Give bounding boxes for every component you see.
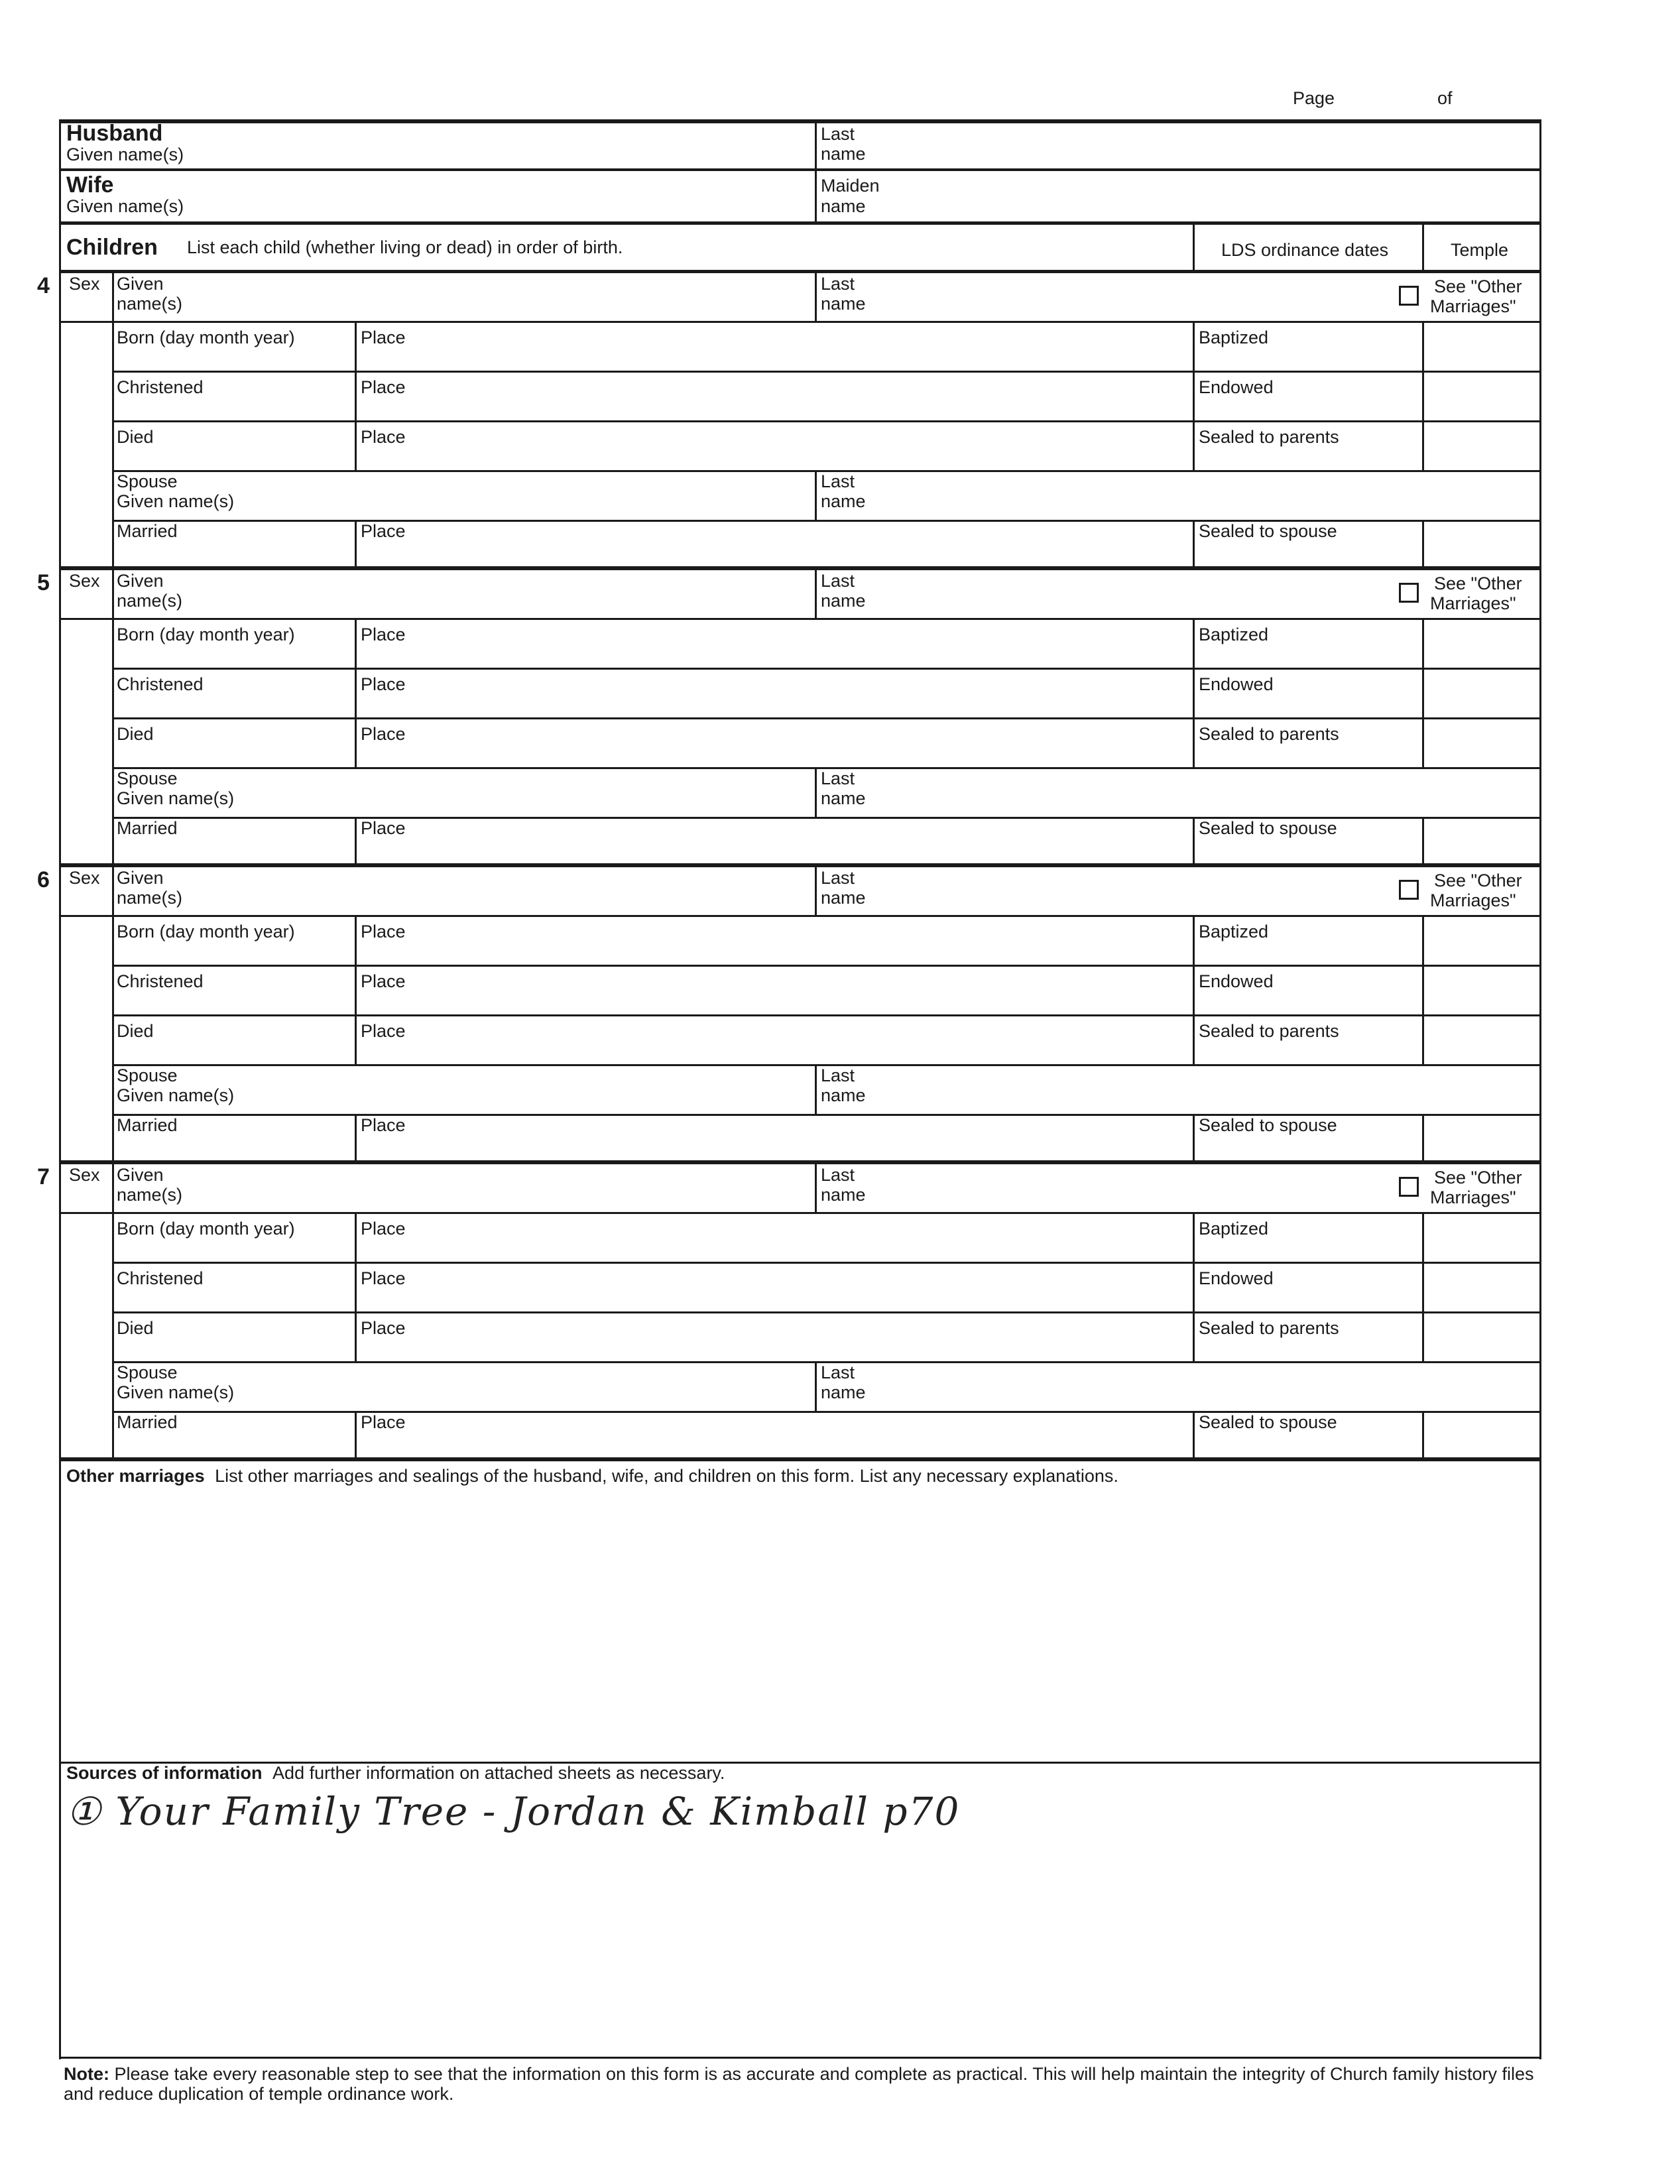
other-marriages-title: Other marriages [66, 1466, 205, 1486]
spouse-last-label: Last [821, 471, 855, 491]
spouse-last-name-field[interactable] [928, 1067, 1525, 1109]
died-place-field[interactable] [358, 447, 1187, 468]
spouse-last-label-2: name [821, 788, 866, 808]
sealed-to-spouse-temple-field[interactable] [1425, 1117, 1538, 1159]
given-label-2: name(s) [117, 294, 183, 314]
husband-given-name-field[interactable] [252, 123, 809, 168]
baptized-label: Baptized [1199, 922, 1269, 941]
spouse-last-name-field[interactable] [928, 1364, 1525, 1406]
last-label: Last [821, 274, 855, 294]
spouse-last-label-2: name [821, 1085, 866, 1105]
christened-date-field[interactable] [114, 694, 353, 715]
rule [1422, 1114, 1424, 1162]
rule [1193, 1014, 1195, 1064]
rule [1193, 668, 1195, 717]
christened-label: Christened [117, 377, 204, 397]
temple-divider [1422, 225, 1424, 271]
sealed-to-spouse-label: Sealed to spouse [1199, 1412, 1337, 1432]
rule [815, 767, 817, 817]
died-label: Died [117, 1021, 154, 1041]
note [64, 2064, 1535, 2104]
given-label: Given [117, 571, 164, 591]
place-label: Place [361, 922, 406, 941]
rule [1193, 321, 1195, 371]
spouse-label: Spouse [117, 471, 178, 491]
born-date-field[interactable] [114, 1239, 353, 1260]
other-marriages-note: See "Other [1434, 276, 1522, 296]
sex-label: Sex [69, 868, 100, 888]
sex-label: Sex [69, 274, 100, 294]
wife-given-name-field[interactable] [252, 172, 809, 220]
sealed-to-spouse-temple-field[interactable] [1425, 1414, 1538, 1456]
spouse-label: Spouse [117, 1363, 178, 1382]
sealed-to-parents-label: Sealed to parents [1199, 724, 1339, 744]
rule [1193, 1411, 1195, 1459]
married-place-field[interactable] [358, 839, 1187, 863]
married-place-field[interactable] [358, 1433, 1187, 1457]
rule [59, 618, 1541, 620]
married-label: Married [117, 521, 178, 541]
place-label: Place [361, 377, 406, 397]
rule [1193, 420, 1195, 470]
died-label: Died [117, 427, 154, 447]
last-label: Last [821, 868, 855, 888]
rule [112, 420, 1541, 422]
rule [112, 717, 1541, 719]
died-place-field[interactable] [358, 1041, 1187, 1062]
rule [59, 566, 1541, 570]
rule [1422, 420, 1424, 470]
child-last-name-field[interactable] [928, 1166, 1379, 1209]
rule [59, 1212, 1541, 1214]
married-place-field[interactable] [358, 1136, 1187, 1160]
rule [1193, 618, 1195, 668]
children-instruction: List each child (whether living or dead) in order of birth. [187, 237, 623, 257]
baptized-temple-field[interactable] [1425, 1215, 1538, 1260]
last-label-2: name [821, 591, 866, 611]
rule [1193, 1114, 1195, 1162]
husband-given-label: Given name(s) [66, 145, 184, 164]
given-label: Given [117, 1165, 164, 1185]
rule [1422, 618, 1424, 668]
died-place-field[interactable] [358, 1338, 1187, 1359]
born-place-field[interactable] [358, 1239, 1187, 1260]
temple-label: Temple [1451, 240, 1509, 260]
spouse-last-name-field[interactable] [928, 770, 1525, 812]
wife-maiden-name-field[interactable] [822, 172, 1538, 220]
rule [1422, 915, 1424, 965]
sealed-to-parents-label: Sealed to parents [1199, 427, 1339, 447]
wife-given-label: Given name(s) [66, 196, 184, 216]
place-label: Place [361, 1318, 406, 1338]
child-given-name-field[interactable] [219, 1166, 802, 1209]
rule [112, 371, 1541, 373]
rule [355, 371, 357, 420]
born-place-field[interactable] [358, 347, 1187, 369]
rule [355, 965, 357, 1014]
rule [1422, 520, 1424, 568]
rule [1422, 1411, 1424, 1459]
children-title: Children [66, 235, 158, 260]
child-last-name-field[interactable] [928, 275, 1379, 318]
given-label: Given [117, 274, 164, 294]
other-marriages-note: See "Other [1434, 574, 1522, 593]
rule [112, 965, 1541, 967]
child-last-name-field[interactable] [928, 869, 1379, 912]
child-last-name-field[interactable] [928, 572, 1379, 615]
spouse-last-label-2: name [821, 1382, 866, 1402]
sources-handwritten-entry[interactable]: ① Your Family Tree - Jordan & Kimball p70 [66, 1789, 961, 1834]
wife-maiden-label-2: name [821, 196, 866, 216]
rule [1193, 915, 1195, 965]
last-label-2: name [821, 294, 866, 314]
sources-heading [66, 1763, 725, 1783]
spouse-last-label-2: name [821, 491, 866, 511]
other-marriages-field[interactable] [66, 1492, 1531, 1757]
rule [1193, 717, 1195, 767]
baptized-temple-field[interactable] [1425, 324, 1538, 369]
sealed-to-spouse-label: Sealed to spouse [1199, 818, 1337, 838]
rule [1422, 1014, 1424, 1064]
other-marriages-checkbox[interactable] [1399, 1177, 1419, 1197]
other-marriages-checkbox[interactable] [1399, 583, 1419, 603]
place-label: Place [361, 1412, 406, 1432]
endowed-temple-field[interactable] [1425, 373, 1538, 418]
given-label-2: name(s) [117, 1185, 183, 1205]
husband-divider [815, 122, 817, 170]
rule [355, 1262, 357, 1311]
rule [1193, 965, 1195, 1014]
spouse-label: Spouse [117, 1065, 178, 1085]
sex-label: Sex [69, 1165, 100, 1185]
died-date-field[interactable] [114, 1041, 353, 1062]
born-label: Born (day month year) [117, 328, 295, 347]
place-label: Place [361, 1115, 406, 1135]
spouse-given-name-field[interactable] [278, 770, 809, 812]
sealed-to-spouse-temple-field[interactable] [1425, 819, 1538, 862]
place-label: Place [361, 625, 406, 644]
endowed-temple-field[interactable] [1425, 670, 1538, 715]
spouse-given-name-field[interactable] [278, 473, 809, 515]
sources-instruction: Add further information on attached sheets as necessary. [272, 1763, 725, 1783]
place-label: Place [361, 971, 406, 991]
sealed-to-parents-temple-field[interactable] [1425, 1017, 1538, 1062]
spouse-given-label: Given name(s) [117, 788, 235, 808]
sealed-to-parents-temple-field[interactable] [1425, 720, 1538, 765]
rule [112, 568, 114, 865]
born-label: Born (day month year) [117, 922, 295, 941]
born-date-field[interactable] [114, 941, 353, 963]
rule [59, 270, 1541, 273]
christened-date-field[interactable] [114, 1288, 353, 1309]
rule [59, 221, 1541, 225]
died-date-field[interactable] [114, 1338, 353, 1359]
child-number: 4 [37, 273, 50, 298]
other-marriages-instruction: List other marriages and sealings of the husband, wife, and children on this form. List any necessary explanations. [215, 1466, 1118, 1486]
sealed-to-spouse-temple-field[interactable] [1425, 522, 1538, 565]
wife-title: Wife [66, 172, 114, 198]
endowed-label: Endowed [1199, 1268, 1274, 1288]
married-place-field[interactable] [358, 542, 1187, 566]
rule [59, 915, 1541, 917]
christened-label: Christened [117, 1268, 204, 1288]
place-label: Place [361, 1021, 406, 1041]
sealed-to-parents-label: Sealed to parents [1199, 1021, 1339, 1041]
wife-maiden-label: Maiden [821, 176, 880, 196]
died-date-field[interactable] [114, 744, 353, 765]
endowed-label: Endowed [1199, 674, 1274, 694]
other-marriages-checkbox[interactable] [1399, 880, 1419, 900]
rule [1422, 817, 1424, 865]
given-label-2: name(s) [117, 888, 183, 908]
rule [1193, 817, 1195, 865]
other-marriages-heading [66, 1466, 1118, 1486]
died-place-field[interactable] [358, 744, 1187, 765]
wife-divider [815, 171, 817, 223]
last-label-2: name [821, 888, 866, 908]
rule [815, 1064, 817, 1114]
spouse-given-label: Given name(s) [117, 1382, 235, 1402]
christened-label: Christened [117, 674, 204, 694]
rule [355, 717, 357, 767]
other-marriages-note-2: Marriages" [1430, 1187, 1516, 1207]
rule [355, 321, 357, 371]
baptized-temple-field[interactable] [1425, 918, 1538, 963]
sex-label: Sex [69, 571, 100, 591]
child-given-name-field[interactable] [219, 869, 802, 912]
spouse-given-name-field[interactable] [278, 1364, 809, 1406]
sealed-to-spouse-label: Sealed to spouse [1199, 1115, 1337, 1135]
married-label: Married [117, 818, 178, 838]
baptized-label: Baptized [1199, 625, 1269, 644]
endowed-label: Endowed [1199, 377, 1274, 397]
born-place-field[interactable] [358, 941, 1187, 963]
christened-date-field[interactable] [114, 991, 353, 1012]
husband-last-label: Last [821, 124, 855, 144]
child-number: 7 [37, 1164, 50, 1189]
sealed-to-spouse-label: Sealed to spouse [1199, 521, 1337, 541]
married-date-field[interactable] [114, 1433, 353, 1457]
place-label: Place [361, 427, 406, 447]
christened-place-field[interactable] [358, 694, 1187, 715]
spouse-given-label: Given name(s) [117, 491, 235, 511]
last-label-2: name [821, 1185, 866, 1205]
married-date-field[interactable] [114, 1136, 353, 1160]
christened-place-field[interactable] [358, 1288, 1187, 1309]
rule [815, 1162, 817, 1212]
child-number: 6 [37, 867, 50, 892]
rule [1422, 371, 1424, 420]
rule [59, 168, 1541, 171]
spouse-last-label: Last [821, 1065, 855, 1085]
husband-last-label-2: name [821, 144, 866, 164]
rule [1422, 1212, 1424, 1262]
christened-date-field[interactable] [114, 397, 353, 418]
note-title: Note: [64, 2064, 109, 2084]
page-label: Page [1293, 88, 1335, 108]
rule [59, 1160, 1541, 1164]
rule [815, 271, 817, 321]
endowed-temple-field[interactable] [1425, 967, 1538, 1012]
rule [355, 817, 357, 865]
rule [1422, 1311, 1424, 1361]
married-label: Married [117, 1412, 178, 1432]
spouse-given-name-field[interactable] [278, 1067, 809, 1109]
rule [1193, 1212, 1195, 1262]
lds-divider [1193, 225, 1195, 271]
rule [1193, 520, 1195, 568]
other-marriages-checkbox[interactable] [1399, 286, 1419, 306]
born-label: Born (day month year) [117, 1219, 295, 1239]
rule [1193, 1262, 1195, 1311]
rule [355, 520, 357, 568]
died-label: Died [117, 724, 154, 744]
rule [112, 271, 114, 568]
born-place-field[interactable] [358, 644, 1187, 666]
rule [355, 1411, 357, 1459]
rule [1193, 1311, 1195, 1361]
spouse-last-name-field[interactable] [928, 473, 1525, 515]
spouse-last-label: Last [821, 1363, 855, 1382]
given-label: Given [117, 868, 164, 888]
spouse-given-label: Given name(s) [117, 1085, 235, 1105]
christened-label: Christened [117, 971, 204, 991]
rule [112, 668, 1541, 670]
sealed-to-parents-label: Sealed to parents [1199, 1318, 1339, 1338]
sealed-to-parents-temple-field[interactable] [1425, 1314, 1538, 1359]
of-label: of [1437, 88, 1453, 108]
married-date-field[interactable] [114, 839, 353, 863]
place-label: Place [361, 724, 406, 744]
rule [355, 1014, 357, 1064]
place-label: Place [361, 674, 406, 694]
rule [1422, 965, 1424, 1014]
married-label: Married [117, 1115, 178, 1135]
husband-title: Husband [66, 121, 163, 146]
place-label: Place [361, 1219, 406, 1239]
other-marriages-note: See "Other [1434, 1168, 1522, 1187]
rule [112, 865, 114, 1162]
rule [355, 668, 357, 717]
rule [1193, 371, 1195, 420]
rule [112, 1262, 1541, 1264]
died-date-field[interactable] [114, 447, 353, 468]
christened-place-field[interactable] [358, 397, 1187, 418]
given-label-2: name(s) [117, 591, 183, 611]
baptized-label: Baptized [1199, 328, 1269, 347]
child-given-name-field[interactable] [219, 275, 802, 318]
rule [112, 1014, 1541, 1016]
born-label: Born (day month year) [117, 625, 295, 644]
child-number: 5 [37, 570, 50, 595]
rule [815, 470, 817, 520]
rule [1422, 1262, 1424, 1311]
born-date-field[interactable] [114, 644, 353, 666]
married-date-field[interactable] [114, 542, 353, 566]
rule [355, 1212, 357, 1262]
rule [1422, 717, 1424, 767]
spouse-last-label: Last [821, 768, 855, 788]
rule [355, 618, 357, 668]
bottom-rule [59, 2057, 1541, 2059]
rule [59, 321, 1541, 323]
rule [355, 420, 357, 470]
rule [1422, 668, 1424, 717]
rule [815, 865, 817, 915]
other-marriages-note-2: Marriages" [1430, 296, 1516, 316]
lds-ordinance-label: LDS ordinance dates [1221, 240, 1389, 260]
other-marriages-note-2: Marriages" [1430, 890, 1516, 910]
rule [355, 1311, 357, 1361]
place-label: Place [361, 328, 406, 347]
christened-place-field[interactable] [358, 991, 1187, 1012]
rule [59, 1457, 1541, 1461]
died-label: Died [117, 1318, 154, 1338]
child-given-name-field[interactable] [219, 572, 802, 615]
baptized-label: Baptized [1199, 1219, 1269, 1239]
rule [112, 1311, 1541, 1313]
note-text: Please take every reasonable step to see that the information on this form is as accurate and complete as practical. This will help maintain the integrity of Church family history files and reduce duplication of temple ordinance work. [64, 2064, 1534, 2104]
endowed-temple-field[interactable] [1425, 1264, 1538, 1309]
baptized-temple-field[interactable] [1425, 621, 1538, 666]
born-date-field[interactable] [114, 347, 353, 369]
last-label: Last [821, 1165, 855, 1185]
rule [112, 1162, 114, 1459]
rule [355, 1114, 357, 1162]
rule [59, 863, 1541, 867]
last-label: Last [821, 571, 855, 591]
rule [1422, 321, 1424, 371]
place-label: Place [361, 1268, 406, 1288]
endowed-label: Endowed [1199, 971, 1274, 991]
place-label: Place [361, 818, 406, 838]
rule [355, 915, 357, 965]
rule [815, 568, 817, 618]
spouse-label: Spouse [117, 768, 178, 788]
sealed-to-parents-temple-field[interactable] [1425, 423, 1538, 468]
rule [815, 1361, 817, 1411]
sources-title: Sources of information [66, 1763, 263, 1783]
other-marriages-note: See "Other [1434, 871, 1522, 890]
other-marriages-note-2: Marriages" [1430, 593, 1516, 613]
husband-last-name-field[interactable] [822, 123, 1538, 168]
place-label: Place [361, 521, 406, 541]
